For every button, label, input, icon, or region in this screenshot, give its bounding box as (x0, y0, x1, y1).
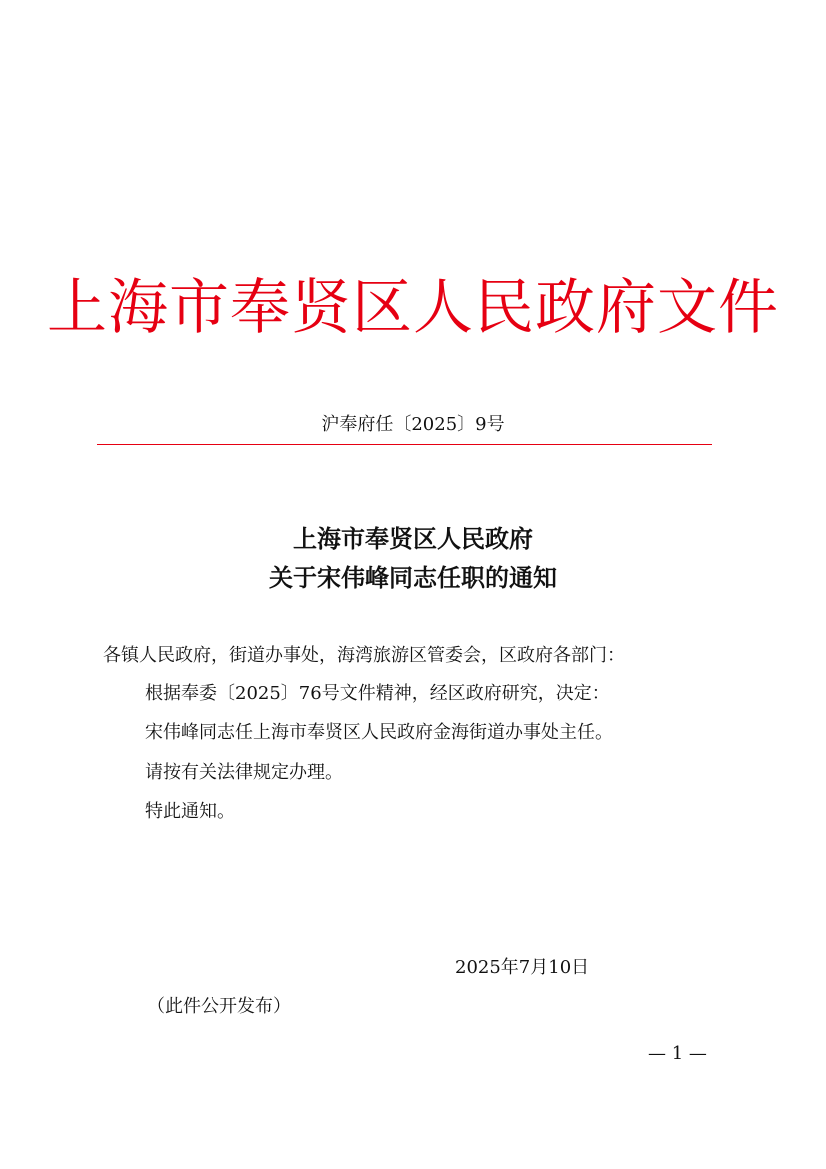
page-number: — 1 — (648, 1043, 707, 1064)
issue-date: 2025年7月10日 (455, 957, 590, 978)
document-number: 沪奉府任〔2025〕9号 (321, 414, 505, 435)
notice-title-line-2: 关于宋伟峰同志任职的通知 (269, 563, 557, 592)
body-paragraph: 根据奉委〔2025〕76号文件精神，经区政府研究，决定： (145, 683, 610, 704)
salutation: 各镇人民政府，街道办事处，海湾旅游区管委会，区政府各部门： (103, 645, 625, 666)
body-paragraph: 请按有关法律规定办理。 (145, 762, 343, 783)
document-masthead: 上海市奉贤区人民政府文件 (47, 273, 779, 343)
notice-title-line-1: 上海市奉贤区人民政府 (293, 524, 533, 553)
body-paragraph: 宋伟峰同志任上海市奉贤区人民政府金海街道办事处主任。 (145, 722, 613, 743)
public-release-note: （此件公开发布） (147, 996, 291, 1017)
body-paragraph: 特此通知。 (145, 801, 235, 822)
red-separator-line (97, 444, 712, 445)
